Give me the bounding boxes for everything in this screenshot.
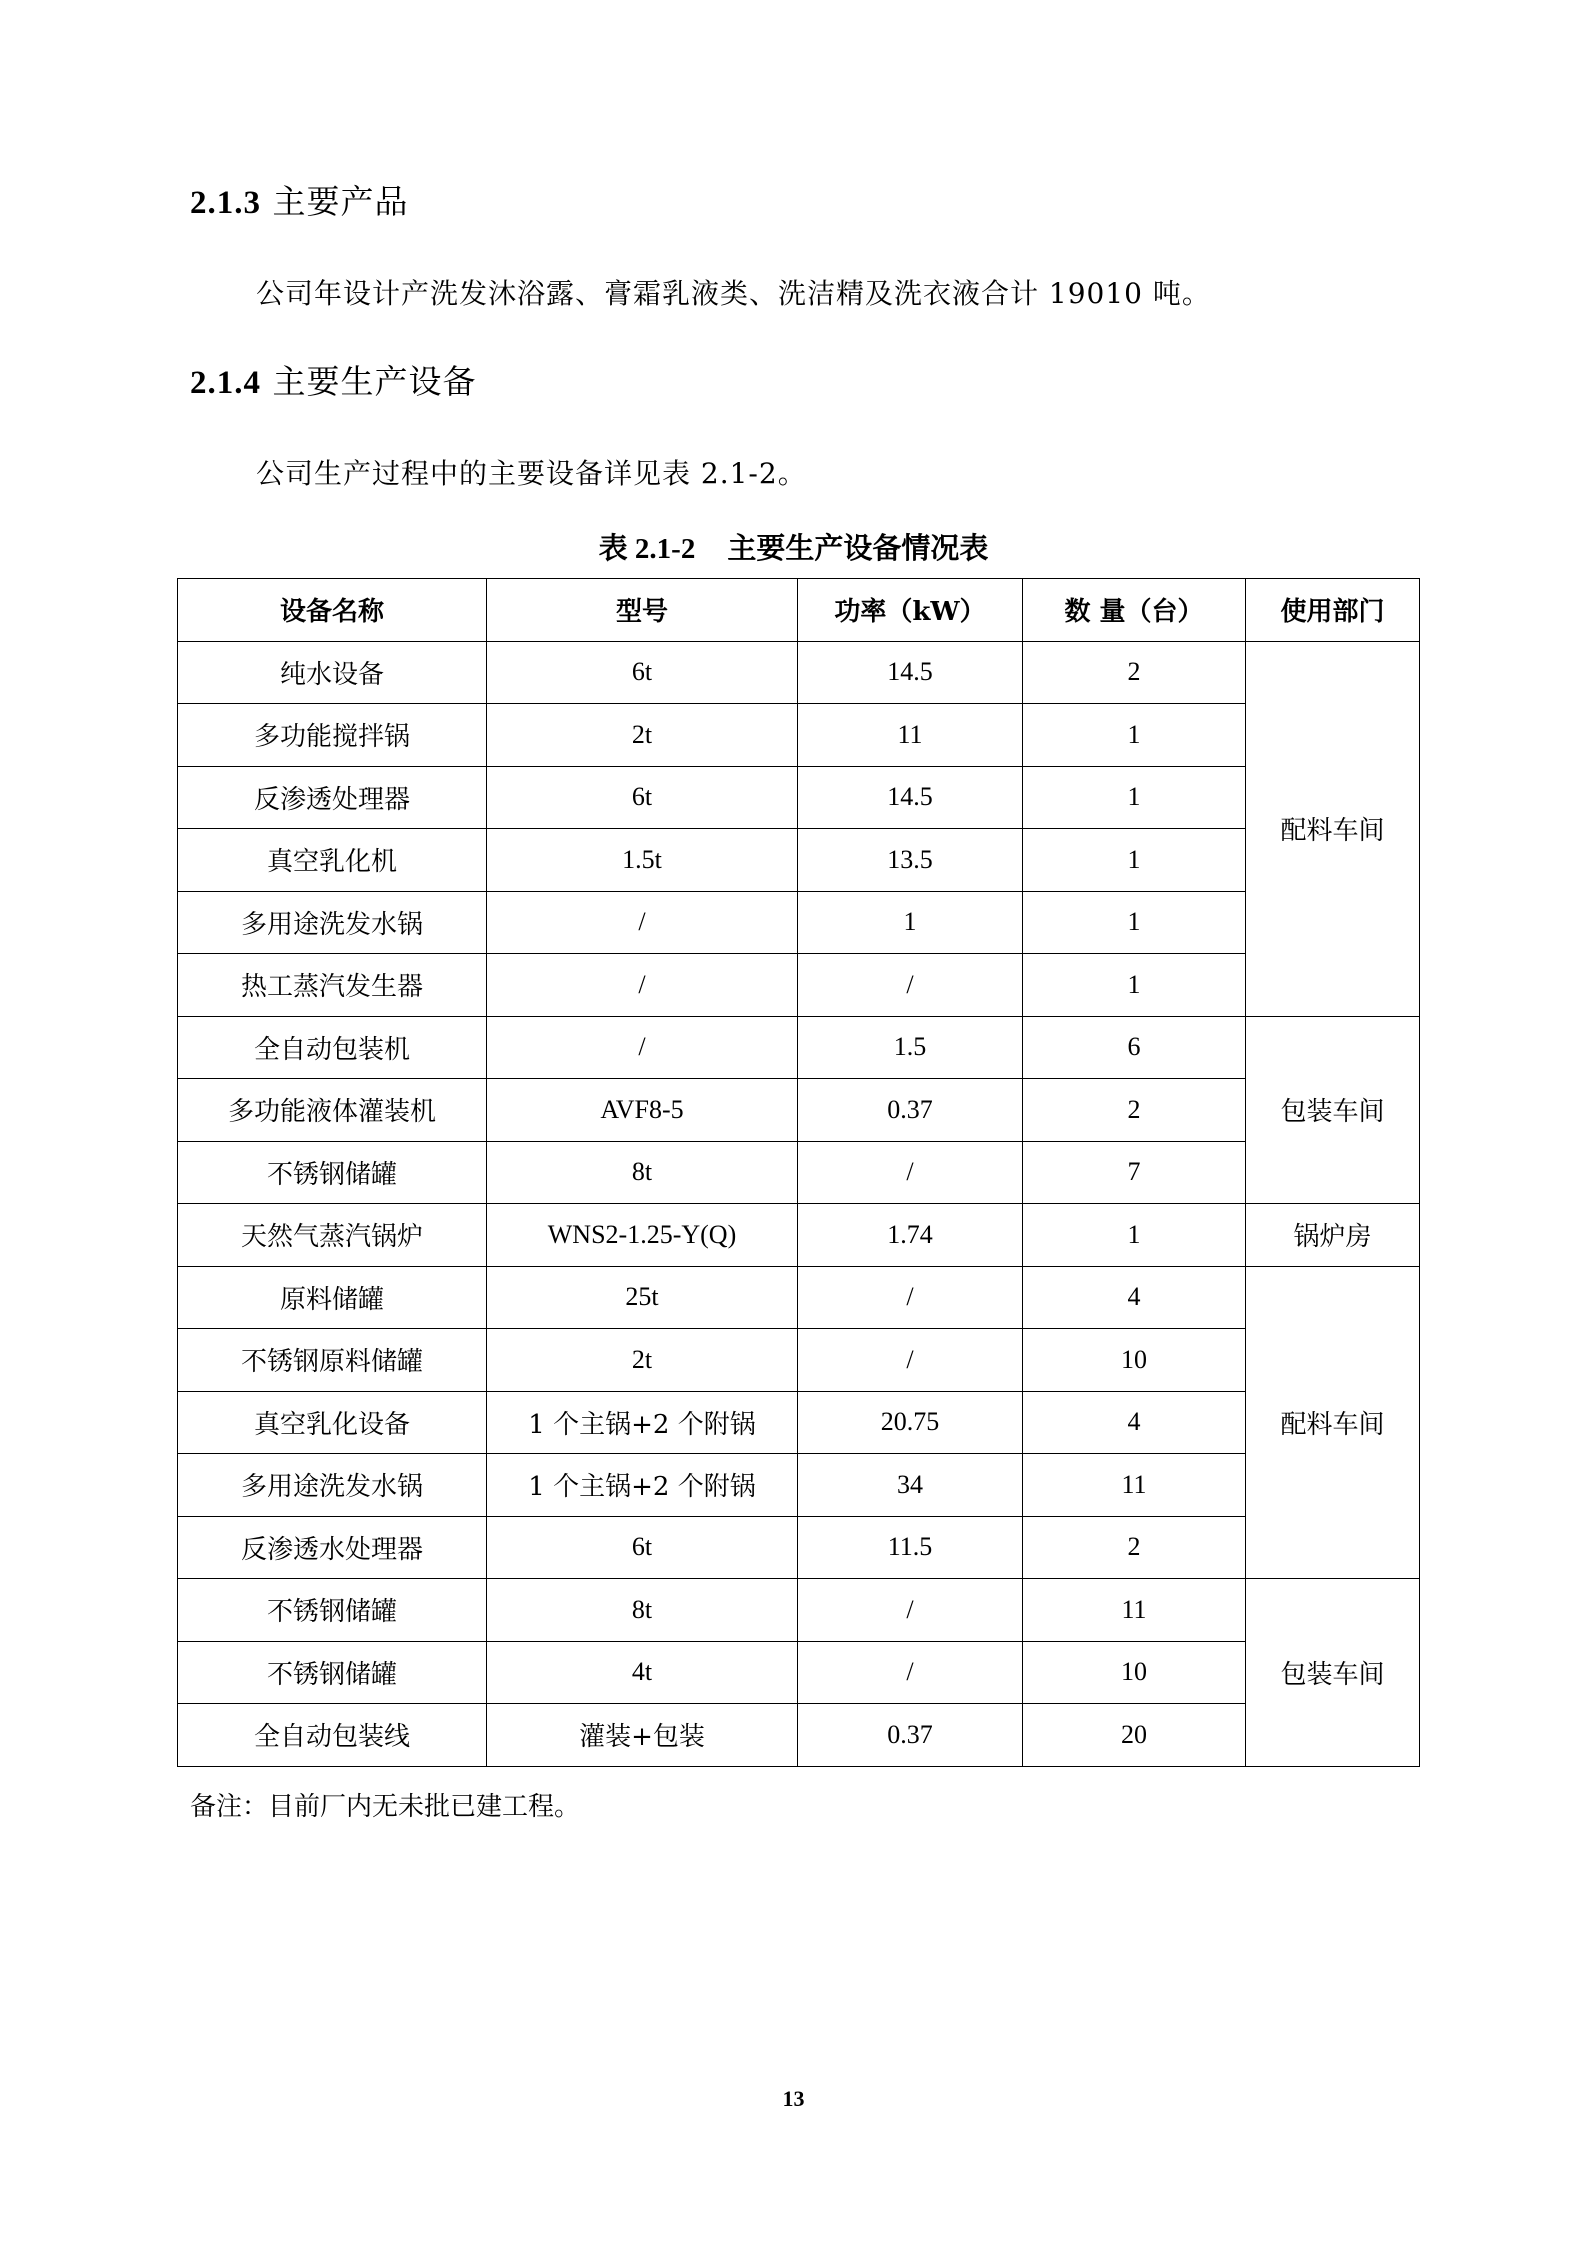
section-heading-2-1-4 (190, 356, 477, 403)
cell-department: 包装车间 (1246, 1579, 1420, 1767)
table-header-row (178, 579, 1420, 642)
section-number: 2.1.3 (190, 185, 261, 221)
cell-model: 8t (487, 1579, 798, 1642)
cell-power: / (798, 1641, 1023, 1704)
cell-department: 配料车间 (1246, 1266, 1420, 1579)
table-row (178, 1204, 1420, 1267)
cell-name: 原料储罐 (178, 1266, 487, 1329)
table-row (178, 1141, 1420, 1204)
cell-quantity: 7 (1023, 1141, 1246, 1204)
cell-name: 全自动包装线 (178, 1704, 487, 1767)
table-row (178, 1016, 1420, 1079)
table-row (178, 1266, 1420, 1329)
cell-model: AVF8-5 (487, 1079, 798, 1142)
equipment-table (177, 578, 1420, 1767)
header-model: 型号 (487, 579, 798, 642)
cell-power: 1.5 (798, 1016, 1023, 1079)
cell-quantity: 2 (1023, 1516, 1246, 1579)
cell-name: 热工蒸汽发生器 (178, 954, 487, 1017)
cell-power: 11 (798, 704, 1023, 767)
section-title: 主要产品 (272, 182, 409, 221)
cell-name: 全自动包装机 (178, 1016, 487, 1079)
table-row (178, 1579, 1420, 1642)
cell-name: 多用途洗发水锅 (178, 1454, 487, 1517)
cell-name: 不锈钢原料储罐 (178, 1329, 487, 1392)
cell-model: / (487, 891, 798, 954)
cell-quantity: 1 (1023, 954, 1246, 1017)
cell-name: 反渗透水处理器 (178, 1516, 487, 1579)
equipment-paragraph: 公司生产过程中的主要设备详见表 2.1-2。 (256, 457, 807, 490)
cell-model: / (487, 954, 798, 1017)
table-row (178, 1454, 1420, 1517)
cell-name: 多功能搅拌锅 (178, 704, 487, 767)
cell-quantity: 20 (1023, 1704, 1246, 1767)
cell-power: 13.5 (798, 829, 1023, 892)
cell-quantity: 1 (1023, 766, 1246, 829)
cell-power: 34 (798, 1454, 1023, 1517)
section-heading-2-1-3 (190, 176, 409, 223)
cell-model: 6t (487, 766, 798, 829)
cell-power: / (798, 1579, 1023, 1642)
table-row (178, 829, 1420, 892)
section-title: 主要生产设备 (272, 362, 477, 401)
cell-department: 配料车间 (1246, 641, 1420, 1016)
section-number: 2.1.4 (190, 365, 261, 401)
cell-quantity: 1 (1023, 891, 1246, 954)
cell-power: / (798, 1329, 1023, 1392)
cell-model: 25t (487, 1266, 798, 1329)
cell-power: 11.5 (798, 1516, 1023, 1579)
cell-quantity: 10 (1023, 1641, 1246, 1704)
table-row (178, 954, 1420, 1017)
cell-model: WNS2-1.25-Y(Q) (487, 1204, 798, 1267)
cell-power: 0.37 (798, 1079, 1023, 1142)
cell-power: / (798, 954, 1023, 1017)
cell-model: 4t (487, 1641, 798, 1704)
cell-quantity: 11 (1023, 1579, 1246, 1642)
cell-model: 1 个主锅+2 个附锅 (487, 1454, 798, 1517)
cell-model: 1.5t (487, 829, 798, 892)
table-row (178, 766, 1420, 829)
cell-model: 1 个主锅+2 个附锅 (487, 1391, 798, 1454)
header-department: 使用部门 (1246, 579, 1420, 642)
cell-quantity: 1 (1023, 829, 1246, 892)
cell-model: / (487, 1016, 798, 1079)
cell-power: 14.5 (798, 641, 1023, 704)
header-quantity: 数 量（台） (1023, 579, 1246, 642)
table-row (178, 891, 1420, 954)
cell-name: 不锈钢储罐 (178, 1579, 487, 1642)
cell-quantity: 1 (1023, 704, 1246, 767)
cell-quantity: 11 (1023, 1454, 1246, 1517)
cell-power: 0.37 (798, 1704, 1023, 1767)
cell-department: 包装车间 (1246, 1016, 1420, 1204)
cell-quantity: 1 (1023, 1204, 1246, 1267)
table-caption-title: 主要生产设备情况表 (727, 531, 989, 565)
table-row (178, 1329, 1420, 1392)
cell-name: 真空乳化机 (178, 829, 487, 892)
cell-model: 2t (487, 704, 798, 767)
cell-power: 1 (798, 891, 1023, 954)
cell-department: 锅炉房 (1246, 1204, 1420, 1267)
cell-name: 天然气蒸汽锅炉 (178, 1204, 487, 1267)
cell-name: 真空乳化设备 (178, 1391, 487, 1454)
page-number: 13 (782, 2086, 805, 2111)
cell-quantity: 2 (1023, 641, 1246, 704)
cell-model: 灌装+包装 (487, 1704, 798, 1767)
table-note: 备注：目前厂内无未批已建工程。 (190, 1792, 581, 1822)
table-row (178, 641, 1420, 704)
cell-name: 不锈钢储罐 (178, 1141, 487, 1204)
cell-model: 8t (487, 1141, 798, 1204)
cell-name: 多用途洗发水锅 (178, 891, 487, 954)
cell-quantity: 4 (1023, 1266, 1246, 1329)
cell-power: 20.75 (798, 1391, 1023, 1454)
cell-name: 反渗透处理器 (178, 766, 487, 829)
cell-name: 纯水设备 (178, 641, 487, 704)
header-power: 功率（kW） (798, 579, 1023, 642)
cell-power: / (798, 1266, 1023, 1329)
table-row (178, 1704, 1420, 1767)
cell-power: / (798, 1141, 1023, 1204)
cell-model: 6t (487, 1516, 798, 1579)
cell-model: 6t (487, 641, 798, 704)
cell-power: 1.74 (798, 1204, 1023, 1267)
cell-quantity: 6 (1023, 1016, 1246, 1079)
header-name: 设备名称 (178, 579, 487, 642)
cell-quantity: 10 (1023, 1329, 1246, 1392)
cell-quantity: 4 (1023, 1391, 1246, 1454)
cell-model: 2t (487, 1329, 798, 1392)
cell-name: 不锈钢储罐 (178, 1641, 487, 1704)
table-row (178, 1391, 1420, 1454)
table-row (178, 1079, 1420, 1142)
table-row (178, 1641, 1420, 1704)
table-caption (0, 526, 1587, 567)
product-paragraph: 公司年设计产洗发沐浴露、膏霜乳液类、洗洁精及洗衣液合计 19010 吨。 (256, 277, 1211, 310)
cell-name: 多功能液体灌装机 (178, 1079, 487, 1142)
cell-power: 14.5 (798, 766, 1023, 829)
table-row (178, 1516, 1420, 1579)
table-row (178, 704, 1420, 767)
cell-quantity: 2 (1023, 1079, 1246, 1142)
table-caption-number: 表 2.1-2 (598, 533, 696, 565)
